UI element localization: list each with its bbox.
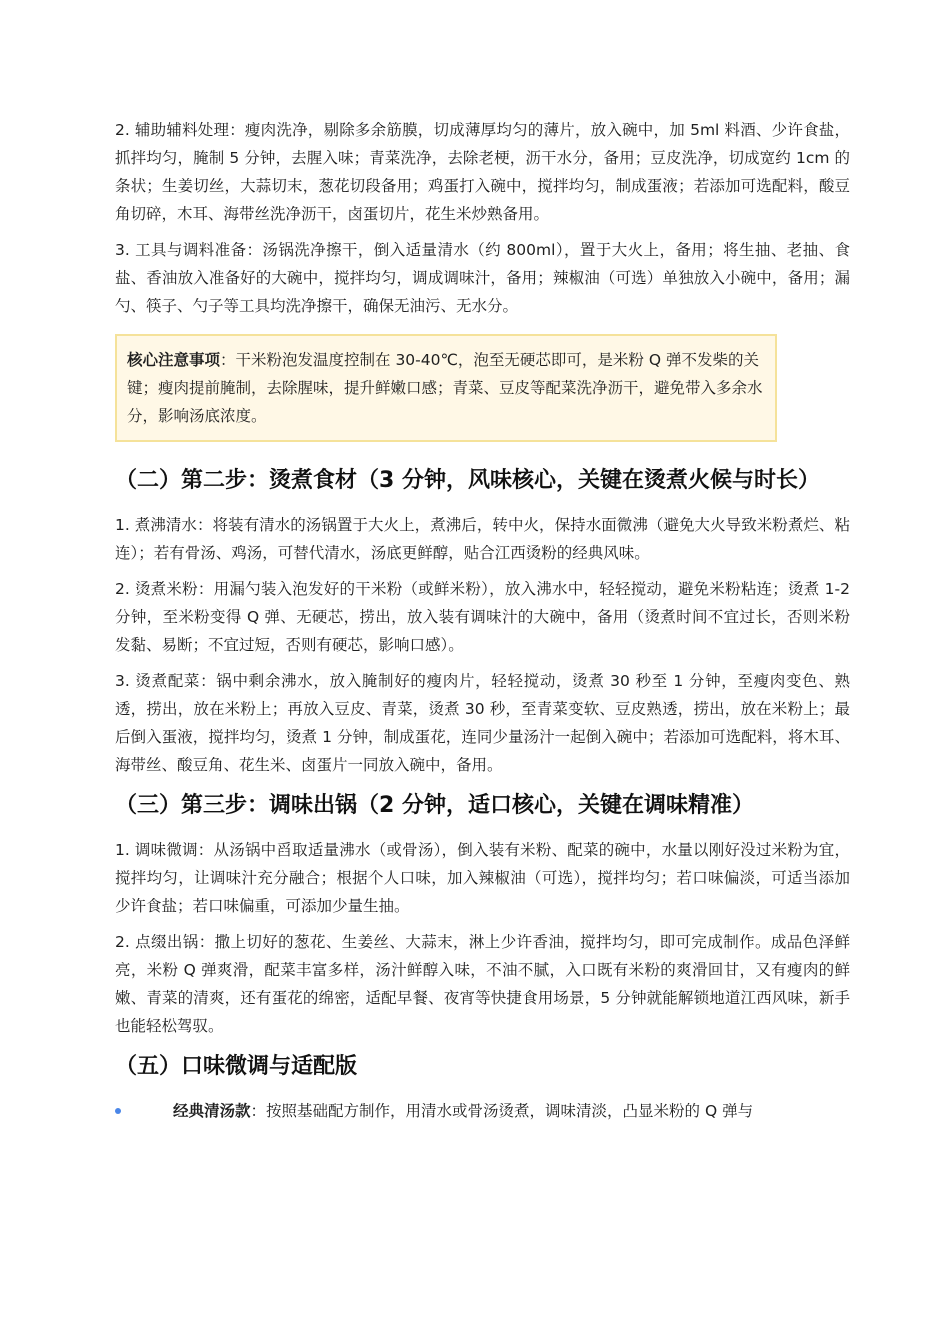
section-2-paragraph-2: 2. 烫煮米粉：用漏勺装入泡发好的干米粉（或鲜米粉），放入沸水中，轻轻搅动，避免米粉粘连；烫煮 1-2 分钟，至米粉变得 Q 弹、无硬芯，捞出，放入装有调味汁的大碗中，备用（烫煮时间不宜过长，否则米粉发黏、易断；不宜过短，否则有硬芯，影响口感）。 xyxy=(115,580,850,654)
step1-paragraph-2: 2. 辅助辅料处理：瘦肉洗净，剔除多余筋膜，切成薄厚均匀的薄片，放入碗中，加 5ml 料酒、少许食盐，抓拌均匀，腌制 5 分钟，去腥入味；青菜洗净，去除老梗，沥干水分，备用；豆皮洗净，切成宽约 1cm 的条状；生姜切丝，大蒜切末，葱花切段备用；鸡蛋打入碗中，搅拌均匀，制成蛋液；若添加可选配料，酸豆角切碎，木耳、海带丝洗净沥干，卤蛋切片，花生米炒熟备用。 xyxy=(115,121,850,223)
section-3-paragraph-2: 2. 点缀出锅：撒上切好的葱花、生姜丝、大蒜末，淋上少许香油，搅拌均匀，即可完成制作。成品色泽鲜亮，米粉 Q 弹爽滑，配菜丰富多样，汤汁鲜醇入味，不油不腻，入口既有米粉的爽滑回甘，又有瘦肉的鲜嫩、青菜的清爽，还有蛋花的绵密，适配早餐、夜宵等快捷食用场景，5 分钟就能解锁地道江西风味，新手也能轻松驾驭。 xyxy=(115,933,850,1035)
bullet-text: ：按照基础配方制作，用清水或骨汤烫煮，调味清淡，凸显米粉的 Q 弹与 xyxy=(250,1102,754,1120)
callout-text: ：干米粉泡发温度控制在 30-40℃，泡至无硬芯即可，是米粉 Q 弹不发柴的关键；瘦肉提前腌制，去除腥味，提升鲜嫩口感；青菜、豆皮等配菜洗净沥干，避免带入多余水分，影响汤底浓度。 xyxy=(127,351,763,425)
section-3-heading: （三）第三步：调味出锅（2 分钟，适口核心，关键在调味精准） xyxy=(115,793,754,818)
callout-label: 核心注意事项 xyxy=(127,351,221,369)
step1-paragraph-3: 3. 工具与调料准备：汤锅洗净擦干，倒入适量清水（约 800ml），置于大火上，备用；将生抽、老抽、食盐、香油放入准备好的大碗中，搅拌均匀，调成调味汁，备用；辣椒油（可选）单独放入小碗中，备用；漏勺、筷子、勺子等工具均洗净擦干，确保无油污、无水分。 xyxy=(115,241,850,315)
core-notes-callout xyxy=(115,334,777,442)
section-3-paragraph-1: 1. 调味微调：从汤锅中舀取适量沸水（或骨汤），倒入装有米粉、配菜的碗中，水量以刚好没过米粉为宜，搅拌均匀，让调味汁充分融合；根据个人口味，加入辣椒油（可选），搅拌均匀；若口味偏淡，可适当添加少许食盐；若口味偏重，可添加少量生抽。 xyxy=(115,841,850,915)
section-2-heading: （二）第二步：烫煮食材（3 分钟，风味核心，关键在烫煮火候与时长） xyxy=(115,468,820,493)
section-5-heading: （五）口味微调与适配版 xyxy=(115,1054,358,1079)
bullet-label: 经典清汤款 xyxy=(173,1102,251,1120)
section-2-paragraph-3: 3. 烫煮配菜：锅中剩余沸水，放入腌制好的瘦肉片，轻轻搅动，烫煮 30 秒至 1 分钟，至瘦肉变色、熟透，捞出，放在米粉上；再放入豆皮、青菜，烫煮 30 秒，至青菜变软、豆皮熟透，捞出，放在米粉上；最后倒入蛋液，搅拌均匀，烫煮 1 分钟，制成蛋花，连同少量汤汁一起倒入碗中；若添加可选配料，将木耳、海带丝、酸豆角、花生米、卤蛋片一同放入碗中，备用。 xyxy=(115,672,850,774)
section-2-paragraph-1: 1. 煮沸清水：将装有清水的汤锅置于大火上，煮沸后，转中火，保持水面微沸（避免大火导致米粉煮烂、粘连）；若有骨汤、鸡汤，可替代清水，汤底更鲜醇，贴合江西烫粉的经典风味。 xyxy=(115,516,850,562)
document-page xyxy=(115,116,850,1125)
list-item-classic-clear-soup xyxy=(115,1097,850,1125)
bullet-dot-icon xyxy=(115,1108,121,1114)
